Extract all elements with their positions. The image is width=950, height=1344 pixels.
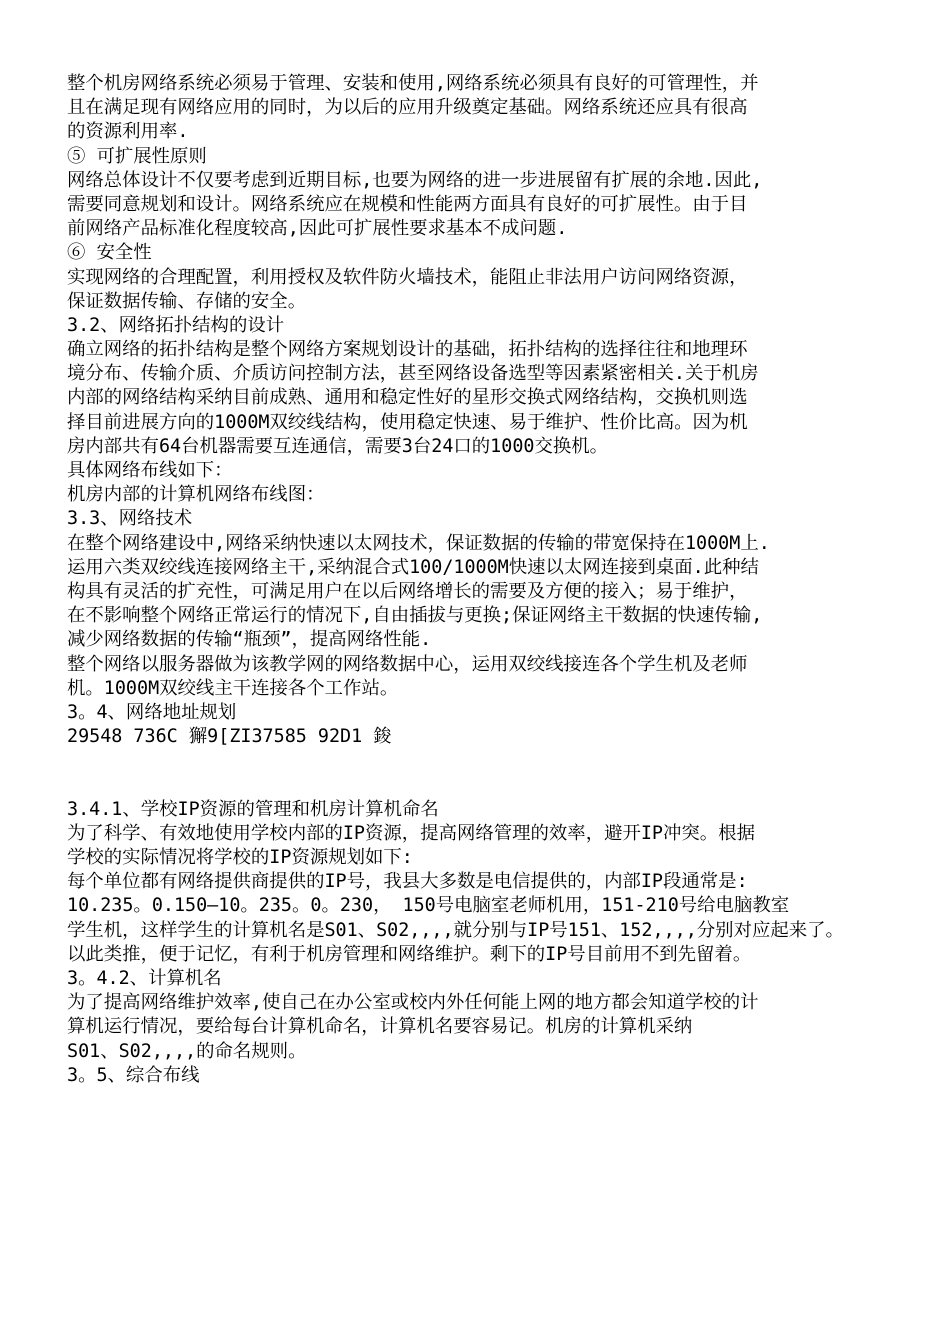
heading-3-4-1: 3.4.1、学校IP资源的管理和机房计算机命名	[67, 798, 439, 820]
paragraph-line: 算机运行情况，要给每台计算机命名，计算机名要容易记。机房的计算机采纳	[67, 1016, 693, 1038]
heading-security: ⑥ 安全性	[67, 242, 152, 264]
paragraph-line: 保证数据传输、存储的安全。	[67, 290, 307, 312]
paragraph-line: 房内部共有64台机器需要互连通信，需要3台24口的1000交换机。	[67, 435, 609, 457]
paragraph-line: 为了提高网络维护效率,使自己在办公室或校内外任何能上网的地方都会知道学校的计	[67, 992, 759, 1014]
paragraph-line: 构具有灵活的扩充性，可满足用户在以后网络增长的需要及方便的接入；易于维护，	[67, 580, 748, 602]
paragraph-line: 网络总体设计不仅要考虑到近期目标,也要为网络的进一步进展留有扩展的余地.因此,	[67, 169, 763, 191]
heading-3-4: 3。4、网络地址规划	[67, 701, 237, 723]
paragraph-line: 境分布、传输介质、介质访问控制方法，甚至网络设备选型等因素紧密相关.关于机房	[67, 363, 759, 385]
paragraph-line: 为了科学、有效地使用学校内部的IP资源，提高网络管理的效率，避开IP冲突。根据	[67, 822, 755, 844]
paragraph-line: 整个网络以服务器做为该教学网的网络数据中心，运用双绞线接连各个学生机及老师	[67, 653, 748, 675]
paragraph-line: 前网络产品标准化程度较高,因此可扩展性要求基本不成问题.	[67, 218, 568, 240]
paragraph-line: 需要同意规划和设计。网络系统应在规模和性能两方面具有良好的可扩展性。由于目	[67, 193, 748, 215]
paragraph-line: 在不影响整个网络正常运行的情况下,自由插拔与更换;保证网络主干数据的快速传输,	[67, 605, 763, 627]
paragraph-line: 以此类推，便于记忆，有利于机房管理和网络维护。剩下的IP号目前用不到先留着。	[67, 943, 752, 965]
paragraph-line: 内部的网络结构采纳目前成熟、通用和稳定性好的星形交换式网络结构，交换机则选	[67, 387, 748, 409]
paragraph-line: 学校的实际情况将学校的IP资源规划如下:	[67, 847, 413, 869]
paragraph-line: 机。1000M双绞线主干连接各个工作站。	[67, 677, 399, 699]
heading-scalability: ⑤ 可扩展性原则	[67, 145, 207, 167]
paragraph-line: 学生机，这样学生的计算机名是S01、S02,,,,就分别与IP号151、152,,,,分别对应起来了。	[67, 919, 844, 941]
heading-3-3: 3.3、网络技术	[67, 508, 193, 530]
paragraph-line: 的资源利用率.	[67, 121, 189, 143]
paragraph-line: 具体网络布线如下：	[67, 460, 233, 481]
garbled-line: 29548 736C 獬9[ZI37585 92D1 鋑	[67, 726, 392, 748]
paragraph-line: 运用六类双绞线连接网络主干,采纳混合式100/1000M快速以太网连接到桌面.此种结	[67, 556, 759, 578]
heading-3-2: 3.2、网络拓扑结构的设计	[67, 314, 285, 336]
paragraph-line: 确立网络的拓扑结构是整个网络方案规划设计的基础，拓扑结构的选择往往和地理环	[67, 339, 748, 361]
paragraph-line: 10.235。0.150—10。235。0。230， 150号电脑室老师机用，151-210号给电脑教室	[67, 895, 790, 917]
paragraph-line: 减少网络数据的传输“瓶颈”，提高网络性能.	[67, 629, 432, 651]
document-page	[67, 72, 933, 1088]
paragraph-line: 择目前进展方向的1000M双绞线结构，使用稳定快速、易于维护、性价比高。因为机	[67, 411, 748, 433]
heading-3-4-2: 3。4.2、计算机名	[67, 967, 222, 989]
paragraph-line: 整个机房网络系统必须易于管理、安装和使用,网络系统必须具有良好的可管理性，并	[67, 73, 759, 94]
paragraph-line: 且在满足现有网络应用的同时，为以后的应用升级奠定基础。网络系统还应具有很高	[67, 97, 748, 119]
blank-space	[67, 749, 933, 797]
paragraph-line: 机房内部的计算机网络布线图：	[67, 484, 325, 506]
paragraph-line: S01、S02,,,,的命名规则。	[67, 1040, 307, 1062]
paragraph-line: 在整个网络建设中,网络采纳快速以太网技术，保证数据的传输的带宽保持在1000M上.	[67, 532, 770, 554]
paragraph-line: 实现网络的合理配置，利用授权及软件防火墙技术，能阻止非法用户访问网络资源，	[67, 266, 748, 288]
paragraph-line: 每个单位都有网络提供商提供的IP号，我县大多数是电信提供的，内部IP段通常是:	[67, 871, 748, 893]
heading-3-5: 3。5、综合布线	[67, 1064, 200, 1086]
